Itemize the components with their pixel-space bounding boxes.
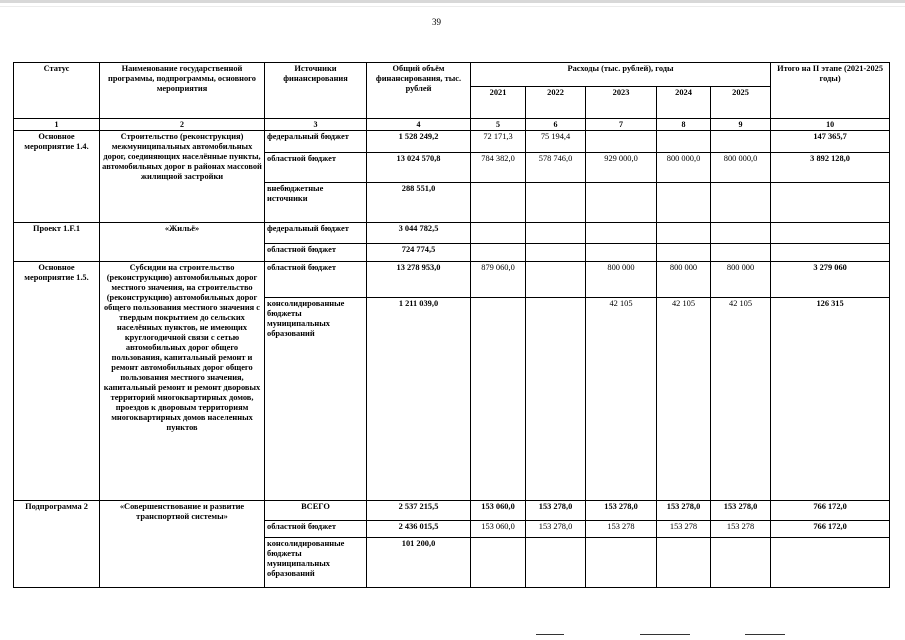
header-year: 2025 — [711, 87, 771, 119]
page-number: 39 — [432, 17, 441, 27]
column-number: 7 — [586, 119, 657, 131]
header-program-name: Наименование государственной программы, подпрограммы, основного мероприятия — [100, 63, 265, 119]
row-total: 1 528 249,2 — [367, 131, 471, 153]
header-year: 2023 — [586, 87, 657, 119]
row-value-2021: 72 171,3 — [471, 131, 526, 153]
row-value-2023 — [586, 131, 657, 153]
row-source: федеральный бюджет — [265, 131, 367, 153]
row-stage-total — [771, 183, 890, 223]
row-total: 2 537 215,5 — [367, 501, 471, 521]
row-value-2021: 784 382,0 — [471, 153, 526, 183]
row-value-2021: 153 060,0 — [471, 501, 526, 521]
row-stage-total: 3 279 060 — [771, 262, 890, 298]
row-value-2021 — [471, 223, 526, 244]
row-stage-total: 126 315 — [771, 298, 890, 501]
row-value-2021 — [471, 183, 526, 223]
financing-table — [13, 62, 890, 588]
row-total: 13 278 953,0 — [367, 262, 471, 298]
header-total: Общий объём финансирования, тыс. рублей — [367, 63, 471, 119]
column-numbers-row — [14, 119, 890, 131]
row-status: Основное мероприятие 1.4. — [14, 131, 100, 223]
row-value-2023: 153 278 — [586, 521, 657, 538]
column-number: 8 — [657, 119, 711, 131]
row-value-2025: 800 000,0 — [711, 153, 771, 183]
scan-mark — [640, 634, 690, 635]
scan-top-edge-line — [0, 6, 905, 7]
row-source: областной бюджет — [265, 153, 367, 183]
row-value-2025: 800 000 — [711, 262, 771, 298]
column-number: 3 — [265, 119, 367, 131]
row-value-2022: 578 746,0 — [526, 153, 586, 183]
row-total: 2 436 015,5 — [367, 521, 471, 538]
header-sources: Источники финансирования — [265, 63, 367, 119]
row-total: 724 774,5 — [367, 244, 471, 262]
row-source: консолидированные бюджеты муниципальных образований — [265, 298, 367, 501]
column-number: 5 — [471, 119, 526, 131]
table-row — [14, 223, 890, 244]
table-row — [14, 131, 890, 153]
row-value-2025 — [711, 183, 771, 223]
column-number: 10 — [771, 119, 890, 131]
row-source: областной бюджет — [265, 521, 367, 538]
row-value-2023: 42 105 — [586, 298, 657, 501]
row-program-name: Строительство (реконструкция) межмуниципальных автомобильных дорог, соединяющих населённые пункты, автомобильных дорог в районах массовой жилищной застройки — [100, 131, 265, 223]
row-value-2022: 153 278,0 — [526, 521, 586, 538]
header-stage-total: Итого на II этапе (2021-2025 годы) — [771, 63, 890, 119]
column-number: 1 — [14, 119, 100, 131]
row-program-name: «Жильё» — [100, 223, 265, 262]
row-value-2023: 929 000,0 — [586, 153, 657, 183]
row-value-2022 — [526, 183, 586, 223]
row-value-2023 — [586, 244, 657, 262]
row-value-2022: 75 194,4 — [526, 131, 586, 153]
header-year: 2021 — [471, 87, 526, 119]
row-program-name: Субсидии на строительство (реконструкцию) автомобильных дорог местного значения, на строительство (реконструкцию) автомобильных дорог общего пользования местного значения с твердым покрытием до сельских населённых пунктов, не имеющих круглогодичной связи с сетью автомобильных дорог общего пользования, капитальный ремонт и ремонт автомобильных дорог общего пользования местного значения, капитальный ремонт и ремонт дворовых территорий многоквартирных домов, проездов к дворовым территориям многоквартирных домов населенных пунктов — [100, 262, 265, 501]
row-value-2024 — [657, 131, 711, 153]
row-value-2023 — [586, 183, 657, 223]
row-value-2021 — [471, 538, 526, 588]
row-value-2022 — [526, 223, 586, 244]
row-value-2025 — [711, 223, 771, 244]
row-value-2022 — [526, 538, 586, 588]
row-value-2025 — [711, 131, 771, 153]
row-value-2025: 42 105 — [711, 298, 771, 501]
row-value-2022 — [526, 262, 586, 298]
row-value-2024: 800 000 — [657, 262, 711, 298]
row-value-2025: 153 278 — [711, 521, 771, 538]
row-total: 288 551,0 — [367, 183, 471, 223]
row-value-2023: 153 278,0 — [586, 501, 657, 521]
column-number: 4 — [367, 119, 471, 131]
row-stage-total — [771, 244, 890, 262]
row-value-2023 — [586, 223, 657, 244]
row-value-2024 — [657, 244, 711, 262]
row-value-2025 — [711, 538, 771, 588]
row-source: ВСЕГО — [265, 501, 367, 521]
row-total: 101 200,0 — [367, 538, 471, 588]
row-stage-total — [771, 538, 890, 588]
row-status: Основное мероприятие 1.5. — [14, 262, 100, 501]
row-value-2025: 153 278,0 — [711, 501, 771, 521]
row-source: консолидированные бюджеты муниципальных образований — [265, 538, 367, 588]
row-program-name: «Совершенствование и развитие транспортной системы» — [100, 501, 265, 588]
row-value-2024 — [657, 538, 711, 588]
header-year: 2024 — [657, 87, 711, 119]
row-stage-total: 147 365,7 — [771, 131, 890, 153]
scan-mark — [536, 634, 564, 635]
row-value-2023 — [586, 538, 657, 588]
header-expenses: Расходы (тыс. рублей), годы — [471, 63, 771, 87]
row-stage-total: 3 892 128,0 — [771, 153, 890, 183]
row-stage-total: 766 172,0 — [771, 521, 890, 538]
table-row — [14, 262, 890, 298]
header-year: 2022 — [526, 87, 586, 119]
row-status: Подпрограмма 2 — [14, 501, 100, 588]
scan-mark — [745, 634, 785, 635]
row-value-2024: 800 000,0 — [657, 153, 711, 183]
row-value-2021: 879 060,0 — [471, 262, 526, 298]
row-value-2024: 153 278 — [657, 521, 711, 538]
column-number: 9 — [711, 119, 771, 131]
row-value-2025 — [711, 244, 771, 262]
row-value-2024: 153 278,0 — [657, 501, 711, 521]
row-value-2022 — [526, 244, 586, 262]
row-stage-total: 766 172,0 — [771, 501, 890, 521]
column-number: 2 — [100, 119, 265, 131]
row-stage-total — [771, 223, 890, 244]
row-source: областной бюджет — [265, 244, 367, 262]
row-value-2024 — [657, 223, 711, 244]
row-source: внебюджетные источники — [265, 183, 367, 223]
row-value-2021: 153 060,0 — [471, 521, 526, 538]
row-value-2022 — [526, 298, 586, 501]
header-status: Статус — [14, 63, 100, 119]
header-row — [14, 63, 890, 87]
table-row — [14, 501, 890, 521]
column-number: 6 — [526, 119, 586, 131]
row-value-2021 — [471, 244, 526, 262]
row-source: областной бюджет — [265, 262, 367, 298]
row-total: 3 044 782,5 — [367, 223, 471, 244]
row-status: Проект 1.F.1 — [14, 223, 100, 262]
row-total: 1 211 039,0 — [367, 298, 471, 501]
row-value-2022: 153 278,0 — [526, 501, 586, 521]
row-value-2023: 800 000 — [586, 262, 657, 298]
row-value-2024: 42 105 — [657, 298, 711, 501]
row-total: 13 024 570,8 — [367, 153, 471, 183]
row-source: федеральный бюджет — [265, 223, 367, 244]
scan-top-edge — [0, 0, 905, 3]
row-value-2021 — [471, 298, 526, 501]
row-value-2024 — [657, 183, 711, 223]
